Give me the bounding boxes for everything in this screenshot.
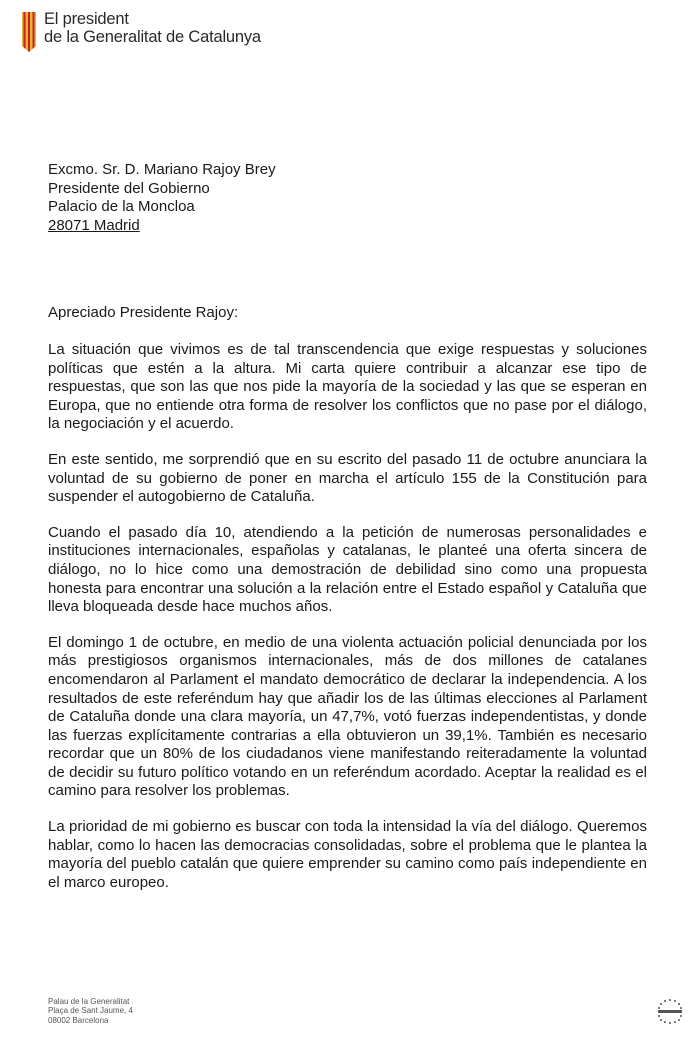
letterhead <box>22 10 261 52</box>
footer-address <box>48 997 133 1025</box>
footer-line-3: 08002 Barcelona <box>48 1015 109 1025</box>
letterhead-line-2: de la Generalitat de Catalunya <box>44 28 261 46</box>
footer-line-2: Plaça de Sant Jaume, 4 <box>48 1006 133 1016</box>
recipient-city: 28071 Madrid <box>48 216 140 234</box>
letterhead-line-1: El president <box>44 10 129 28</box>
footer-line-1: Palau de la Generalitat <box>48 997 130 1006</box>
catalan-flag-seal-icon <box>22 12 36 52</box>
recipient-name: Excmo. Sr. D. Mariano Rajoy Brey <box>48 161 276 178</box>
paragraph-4: El domingo 1 de octubre, en medio de una violenta actuación policial denunciada por los más prestigiosos organismos internacionales, más de dos millones de catalanes encomendaron al Parlament el mandato democrático de declarar la independencia. A los resultados de este referéndum hay que añadir los de las últimas elecciones al Parlament de Cataluña donde una clara mayoría, un 47,7%, votó fuerzas independentistas, y donde las fuerzas explícitamente contrarias a ella obtuvieron un 39,1%. También es necesario recordar que un 80% de los ciudadanos viene manifestando reiteradamente la voluntad de decidir su futuro político votando en un referéndum acordado. Aceptar la realidad es el camino para resolver los problemas. <box>48 633 647 800</box>
paragraph-3: Cuando el pasado día 10, atendiendo a la petición de numerosas personalidades e instituciones internacionales, españolas y catalanas, le planteé una oferta sincera de diálogo, no lo hice como una demostración de debilidad sino como una propuesta honesta para encontrar una solución a la relación entre el Estado español y Cataluña que lleva bloqueada desde hace muchos años. <box>48 523 647 616</box>
institutional-stamp-logo-icon <box>655 997 685 1025</box>
recipient-building: Palacio de la Moncloa <box>48 198 195 215</box>
paragraph-1: La situación que vivimos es de tal transcendencia que exige respuestas y soluciones políticas que estén a la altura. Mi carta quiere contribuir a alcanzar ese tipo de respuestas, que son las que nos pide la mayoría de la sociedad y las que se esperan en Europa, que no entiende otra forma de resolver los conflictos que no pase por el diálogo, la negociación y el acuerdo. <box>48 341 647 433</box>
recipient-address <box>48 161 276 235</box>
recipient-title: Presidente del Gobierno <box>48 179 210 197</box>
paragraph-5: La prioridad de mi gobierno es buscar con toda la intensidad la vía del diálogo. Queremos hablar, como lo hacen las democracias consolidadas, sobre el problema que le plantea la mayoría del pueblo catalán que quiere emprender su camino como país independiente en el marco europeo. <box>48 818 647 891</box>
paragraph-2: En este sentido, me sorprendió que en su escrito del pasado 11 de octubre anunciara la voluntad de su gobierno de poner en marcha el artículo 155 de la Constitución para suspender el autogobierno de Cataluña. <box>48 450 647 506</box>
letter-body <box>48 341 647 909</box>
salutation: Apreciado Presidente Rajoy: <box>48 304 239 321</box>
